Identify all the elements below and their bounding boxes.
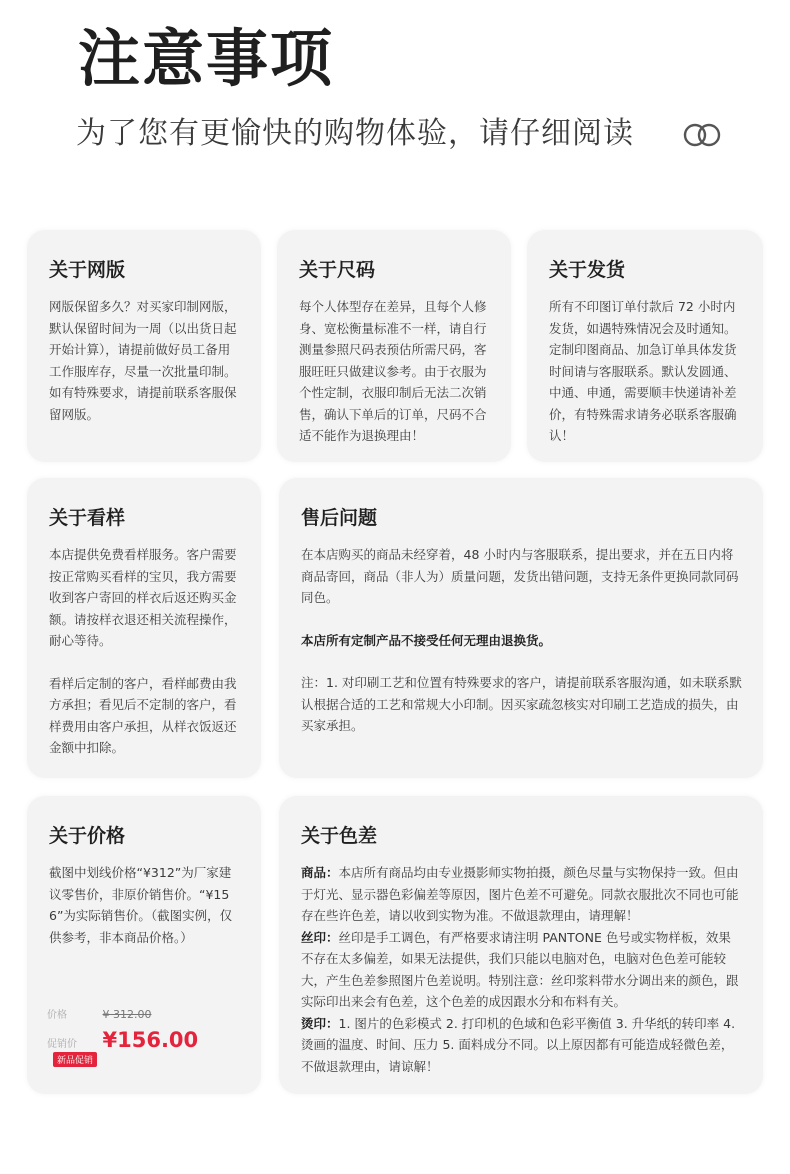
card-color xyxy=(279,796,763,1094)
card-price-title: 关于价格 xyxy=(49,825,126,847)
card-sample-para1: 本店提供免费看样服务。客户需要按正常购买看样的宝贝，我方需要收到客户寄回的样衣后返还购买金额。请按样衣退还相关流程操作，耐心等待。 xyxy=(49,547,237,648)
price-label: 价格 xyxy=(47,1010,67,1021)
hot-label: 烫印： xyxy=(301,1015,339,1031)
card-aftersale-para2: 本店所有定制产品不接受任何无理由退换货。 xyxy=(301,632,552,648)
card-color-title: 关于色差 xyxy=(301,825,378,847)
card-aftersale-title: 售后问题 xyxy=(301,507,378,529)
price-sample-screenshot xyxy=(47,1002,247,1064)
card-shipping xyxy=(527,230,763,462)
hot-text: 1. 图片的色彩模式 2. 打印机的色域和色彩平衡值 3. 升华纸的转印率 4. 烫画的温度、时间、压力 5. 面料成分不同。以上原因都有可能造成轻微色差，不做退款理由，请谅解！ xyxy=(301,1015,740,1074)
card-price-body: 截图中划线价格“¥312”为厂家建议零售价，非原价销售价。“¥156”为实际销售价。（截图实例，仅供参考，非本商品价格。） xyxy=(49,865,233,945)
card-size-body: 每个人体型存在差异，且每个人修身、宽松衡量标准不一样，请自行测量参照尺码表预估所需尺码，客服旺旺只做建议参考。由于衣服为个性定制，衣服印制后无法二次销售，确认下单后的订单，尺码不合适不能作为退换理由！ xyxy=(299,299,487,443)
new-price: ¥156.00 xyxy=(102,1028,199,1052)
card-shipping-title: 关于发货 xyxy=(549,259,626,281)
old-price: ¥ 312.00 xyxy=(102,1008,152,1021)
goods-text: 本店所有商品均由专业摄影师实物拍摄，颜色尽量与实物保持一致。但由于灯光、显示器色彩偏差等原因，图片色差不可避免。同款衣服批次不同也可能存在些许色差，请以收到实物为准。不做退款理由，请理解！ xyxy=(301,865,739,923)
silk-text: 丝印是手工调色，有严格要求请注明 PANTONE 色号或实物样板，效果不存在太多偏差，如果无法提供，我们只能以电脑对色，电脑对色色差可能较大，产生色差参照图片色差说明。特别注意：丝印浆料带水分调出来的颜色，跟实际印出来会有色差，这个色差的成因跟水分和布料有关。 xyxy=(301,929,739,1009)
card-aftersale xyxy=(279,478,763,778)
card-aftersale-note: 注：1. 对印刷工艺和位置有特殊要求的客户，请提前联系客服沟通，如未联系默认根据合适的工艺和常规大小印制。因买家疏忽核实对印刷工艺造成的损失，由买家承担。 xyxy=(301,675,742,733)
page-title: 注意事项 xyxy=(78,22,335,95)
card-sample xyxy=(27,478,261,778)
card-price xyxy=(27,796,261,1094)
card-size-title: 关于尺码 xyxy=(299,259,376,281)
card-screen xyxy=(27,230,261,462)
card-size xyxy=(277,230,511,462)
page-subtitle: 为了您有更愉快的购物体验，请仔细阅读 xyxy=(76,116,634,151)
interlocked-rings-icon xyxy=(682,122,722,148)
card-aftersale-para1: 在本店购买的商品未经穿着，48 小时内与客服联系，提出要求，并在五日内将商品寄回，商品（非人为）质量问题，发货出错问题，支持无条件更换同款同码同色。 xyxy=(301,547,739,605)
card-sample-title: 关于看样 xyxy=(49,507,126,529)
goods-label: 商品： xyxy=(301,865,339,880)
promo-badge: 新品促销 xyxy=(53,1052,97,1067)
promo-label: 促销价 xyxy=(47,1039,77,1050)
card-sample-para2: 看样后定制的客户，看样邮费由我方承担；看见后不定制的客户，看样费用由客户承担，从样衣饭返还金额中扣除。 xyxy=(49,675,237,755)
card-color-body xyxy=(301,862,743,1077)
card-screen-body: 网版保留多久？对买家印制网版，默认保留时间为一周（以出货日起开始计算），请提前做好员工备用工作服库存，尽量一次批量印制。如有特殊要求，请提前联系客服保留网版。 xyxy=(49,299,237,422)
silk-label: 丝印： xyxy=(301,929,339,945)
card-shipping-body: 所有不印图订单付款后 72 小时内发货，如遇特殊情况会及时通知。定制印图商品、加急订单具体发货时间请与客服联系。默认发圆通、中通、申通，需要顺丰快递请补差价，有特殊需求请务必联系客服确认！ xyxy=(549,299,737,443)
card-screen-title: 关于网版 xyxy=(49,259,126,281)
